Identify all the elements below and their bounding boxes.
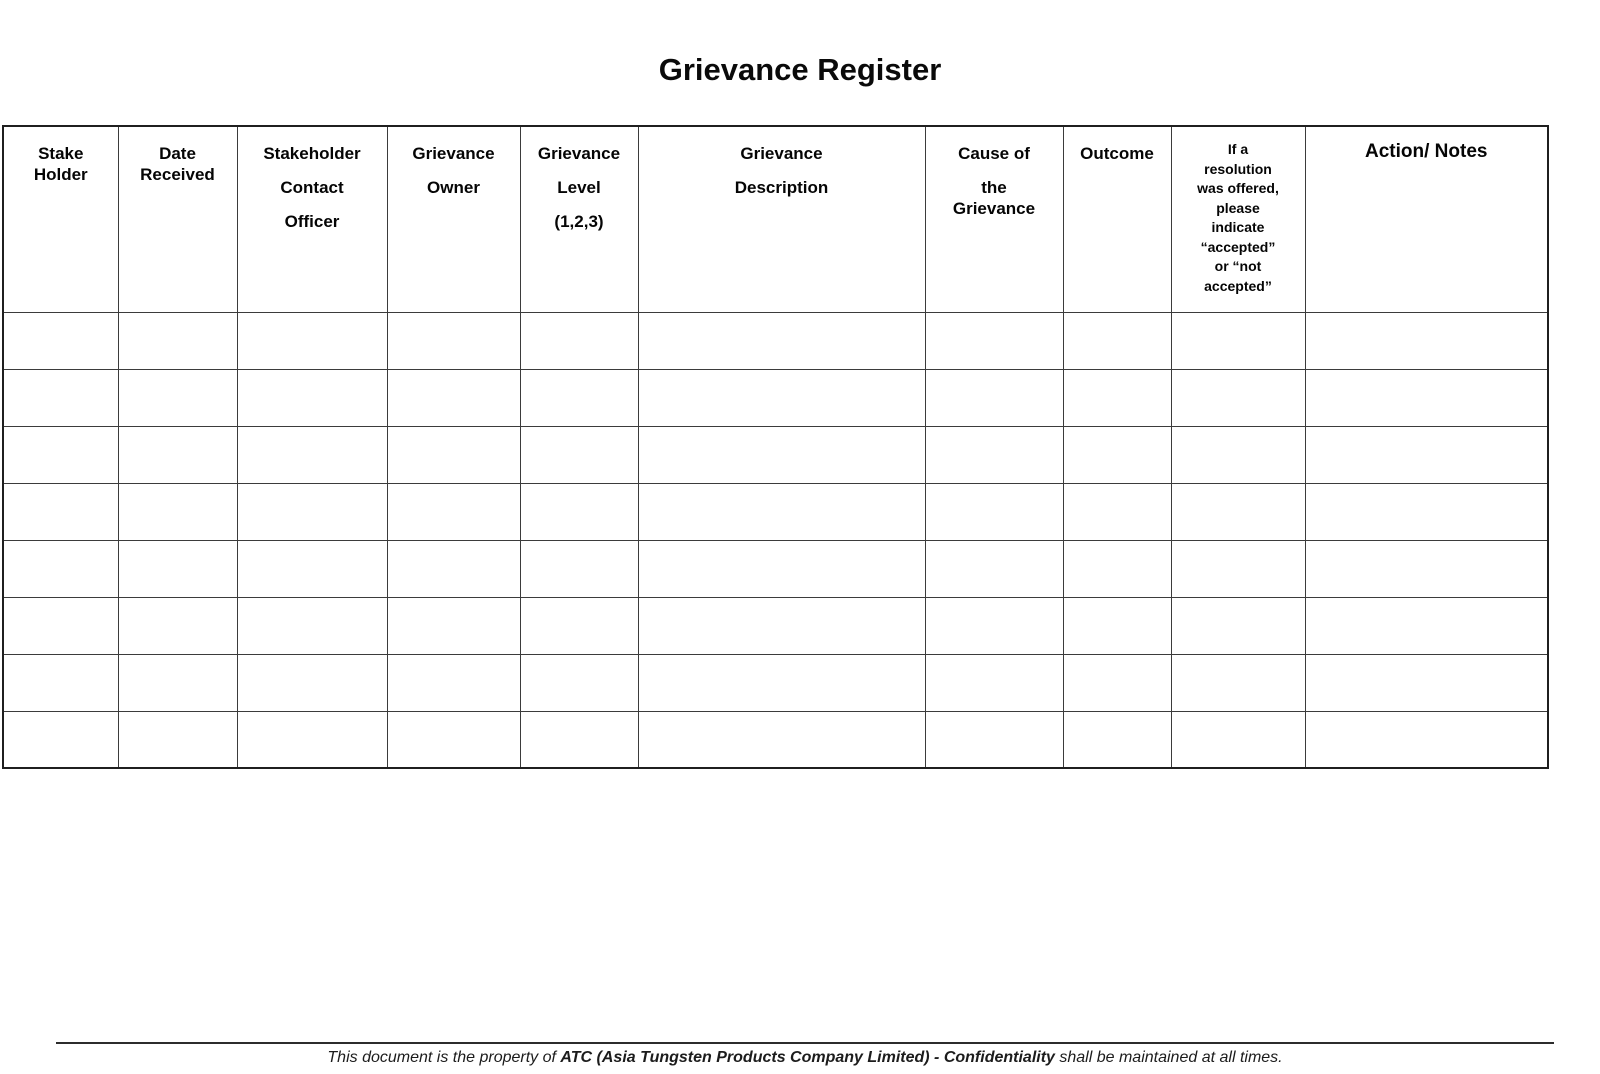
cell-grievance-description[interactable]: [638, 540, 925, 597]
cell-grievance-owner[interactable]: [387, 426, 520, 483]
cell-resolution-acceptance[interactable]: [1171, 597, 1305, 654]
column-header-stake-holder: [3, 126, 118, 312]
cell-action-notes[interactable]: [1305, 654, 1548, 711]
header-line: Officer: [284, 212, 340, 231]
footer-text: [56, 1048, 1554, 1067]
cell-outcome[interactable]: [1063, 483, 1171, 540]
cell-grievance-owner[interactable]: [387, 312, 520, 369]
header-line: Owner: [427, 178, 480, 197]
header-line: Holder: [33, 165, 88, 184]
footer-text-bold: ATC (Asia Tungsten Products Company Limited) - Confidentiality: [560, 1049, 1055, 1066]
cell-grievance-owner[interactable]: [387, 483, 520, 540]
header-line: Grievance: [740, 144, 823, 163]
header-line: Action/ Notes: [1365, 141, 1488, 162]
cell-action-notes[interactable]: [1305, 540, 1548, 597]
table-row-7: [3, 654, 1548, 711]
cell-grievance-description[interactable]: [638, 312, 925, 369]
cell-resolution-acceptance[interactable]: [1171, 711, 1305, 768]
header-line: (1,2,3): [554, 212, 604, 231]
cell-date-received[interactable]: [118, 711, 237, 768]
cell-grievance-level[interactable]: [520, 654, 638, 711]
cell-action-notes[interactable]: [1305, 711, 1548, 768]
cell-date-received[interactable]: [118, 312, 237, 369]
header-line: Level: [557, 178, 601, 197]
cell-outcome[interactable]: [1063, 711, 1171, 768]
header-line: Stake: [38, 144, 84, 163]
column-header-grievance-description: [638, 126, 925, 312]
cell-grievance-level[interactable]: [520, 426, 638, 483]
cell-stake-holder[interactable]: [3, 369, 118, 426]
cell-outcome[interactable]: [1063, 654, 1171, 711]
cell-grievance-owner[interactable]: [387, 369, 520, 426]
cell-grievance-description[interactable]: [638, 483, 925, 540]
cell-grievance-description[interactable]: [638, 369, 925, 426]
table-row-4: [3, 483, 1548, 540]
footer-text-regular-2: shall be maintained at all times.: [1054, 1049, 1283, 1066]
cell-cause-of-the-grievance[interactable]: [925, 597, 1063, 654]
cell-resolution-acceptance[interactable]: [1171, 483, 1305, 540]
cell-stake-holder[interactable]: [3, 483, 118, 540]
cell-resolution-acceptance[interactable]: [1171, 426, 1305, 483]
column-header-stakeholder-contact-officer: [237, 126, 387, 312]
cell-action-notes[interactable]: [1305, 369, 1548, 426]
cell-grievance-description[interactable]: [638, 597, 925, 654]
cell-cause-of-the-grievance[interactable]: [925, 540, 1063, 597]
header-line: accepted”: [1204, 277, 1272, 294]
cell-stakeholder-contact-officer[interactable]: [237, 369, 387, 426]
cell-stakeholder-contact-officer[interactable]: [237, 483, 387, 540]
header-line: please: [1216, 199, 1260, 216]
header-line: or “not: [1214, 258, 1262, 274]
cell-cause-of-the-grievance[interactable]: [925, 426, 1063, 483]
cell-outcome[interactable]: [1063, 597, 1171, 654]
cell-outcome[interactable]: [1063, 369, 1171, 426]
table-row-1: [3, 312, 1548, 369]
cell-grievance-level[interactable]: [520, 312, 638, 369]
cell-stake-holder[interactable]: [3, 597, 118, 654]
cell-date-received[interactable]: [118, 426, 237, 483]
header-line: resolution: [1204, 160, 1272, 177]
grievance-register-table: [2, 125, 1549, 769]
cell-action-notes[interactable]: [1305, 483, 1548, 540]
cell-stakeholder-contact-officer[interactable]: [237, 597, 387, 654]
cell-stakeholder-contact-officer[interactable]: [237, 540, 387, 597]
column-header-grievance-level: [520, 126, 638, 312]
table-row-8: [3, 711, 1548, 768]
header-line: Grievance: [412, 144, 495, 163]
footer-text-regular-1: This document is the property of: [327, 1049, 561, 1066]
cell-stakeholder-contact-officer[interactable]: [237, 711, 387, 768]
cell-date-received[interactable]: [118, 654, 237, 711]
column-header-resolution-acceptance: [1171, 126, 1305, 312]
cell-grievance-owner[interactable]: [387, 597, 520, 654]
column-header-outcome: [1063, 126, 1171, 312]
cell-date-received[interactable]: [118, 597, 237, 654]
cell-resolution-acceptance[interactable]: [1171, 369, 1305, 426]
header-line: If a: [1227, 141, 1249, 157]
cell-grievance-description[interactable]: [638, 426, 925, 483]
cell-cause-of-the-grievance[interactable]: [925, 369, 1063, 426]
cell-date-received[interactable]: [118, 540, 237, 597]
cell-resolution-acceptance[interactable]: [1171, 312, 1305, 369]
cell-stake-holder[interactable]: [3, 312, 118, 369]
cell-stakeholder-contact-officer[interactable]: [237, 312, 387, 369]
column-header-grievance-owner: [387, 126, 520, 312]
page-title: Grievance Register: [658, 52, 942, 87]
cell-grievance-owner[interactable]: [387, 711, 520, 768]
cell-grievance-level[interactable]: [520, 483, 638, 540]
header-line: Outcome: [1080, 144, 1154, 163]
cell-stake-holder[interactable]: [3, 426, 118, 483]
cell-outcome[interactable]: [1063, 426, 1171, 483]
column-header-date-received: [118, 126, 237, 312]
header-line: Description: [734, 178, 829, 197]
cell-date-received[interactable]: [118, 369, 237, 426]
header-line: Grievance: [952, 199, 1036, 218]
cell-resolution-acceptance[interactable]: [1171, 654, 1305, 711]
cell-cause-of-the-grievance[interactable]: [925, 483, 1063, 540]
cell-grievance-level[interactable]: [520, 369, 638, 426]
cell-grievance-level[interactable]: [520, 711, 638, 768]
column-header-cause-of-the-grievance: [925, 126, 1063, 312]
header-line: the: [981, 178, 1007, 197]
cell-action-notes[interactable]: [1305, 426, 1548, 483]
header-line: “accepted”: [1200, 238, 1276, 255]
cell-stake-holder[interactable]: [3, 711, 118, 768]
cell-stake-holder[interactable]: [3, 540, 118, 597]
cell-grievance-level[interactable]: [520, 540, 638, 597]
header-line: Date: [159, 144, 196, 163]
cell-stakeholder-contact-officer[interactable]: [237, 654, 387, 711]
table-row-2: [3, 369, 1548, 426]
cell-stakeholder-contact-officer[interactable]: [237, 426, 387, 483]
cell-cause-of-the-grievance[interactable]: [925, 654, 1063, 711]
page-footer: [56, 1042, 1554, 1067]
header-row: [3, 126, 1548, 312]
header-line: Stakeholder: [263, 144, 361, 163]
cell-cause-of-the-grievance[interactable]: [925, 312, 1063, 369]
header-line: Cause of: [958, 144, 1030, 163]
cell-grievance-description[interactable]: [638, 711, 925, 768]
header-line: Grievance: [537, 144, 621, 163]
cell-grievance-level[interactable]: [520, 597, 638, 654]
cell-resolution-acceptance[interactable]: [1171, 540, 1305, 597]
cell-action-notes[interactable]: [1305, 312, 1548, 369]
cell-date-received[interactable]: [118, 483, 237, 540]
header-line: Received: [140, 165, 215, 184]
cell-grievance-owner[interactable]: [387, 654, 520, 711]
header-line: indicate: [1211, 219, 1265, 235]
cell-outcome[interactable]: [1063, 540, 1171, 597]
header-line: Contact: [280, 178, 344, 197]
cell-outcome[interactable]: [1063, 312, 1171, 369]
cell-cause-of-the-grievance[interactable]: [925, 711, 1063, 768]
table-row-3: [3, 426, 1548, 483]
table-row-5: [3, 540, 1548, 597]
cell-action-notes[interactable]: [1305, 597, 1548, 654]
cell-stake-holder[interactable]: [3, 654, 118, 711]
cell-grievance-owner[interactable]: [387, 540, 520, 597]
header-line: was offered,: [1197, 180, 1279, 196]
cell-grievance-description[interactable]: [638, 654, 925, 711]
column-header-action-notes: [1305, 126, 1548, 312]
table-row-6: [3, 597, 1548, 654]
